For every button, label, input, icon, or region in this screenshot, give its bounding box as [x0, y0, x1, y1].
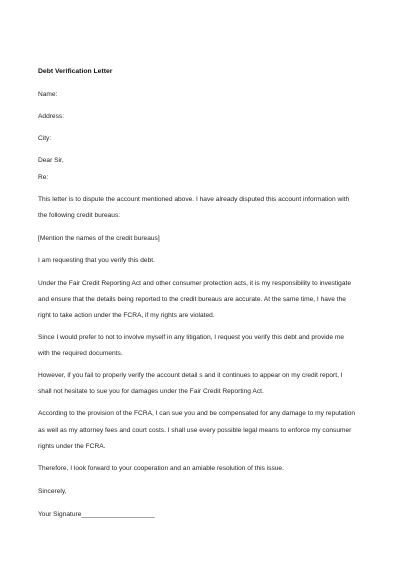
- paragraph-6-line-2: as well as my attorney fees and court costs. I shall use every possible legal means to enforce my consumer: [38, 427, 352, 434]
- salutation: Dear Sir,: [38, 157, 64, 164]
- paragraph-3-line-3: right to take action under the FCRA, if my rights are violated.: [38, 312, 215, 319]
- paragraph-4-line-2: with the required documents.: [38, 350, 123, 357]
- letter-title: Debt Verification Letter: [38, 68, 113, 75]
- paragraph-3-line-1: Under the Fair Credit Reporting Act and other consumer protection acts, it is my responsibility to investigate: [38, 280, 351, 287]
- closing: Sincerely,: [38, 488, 67, 495]
- address-label: Address:: [38, 113, 65, 120]
- paragraph-6-line-1: According to the provision of the FCRA, I can sue you and be compensated for any damage to my reputation: [38, 410, 356, 417]
- paragraph-1-line-2: the following credit bureaus:: [38, 212, 121, 219]
- paragraph-3-line-2: and ensure that the details being reported to the credit bureaus are accurate. At the same time, I have the: [38, 296, 346, 303]
- paragraph-7: Therefore, I look forward to your cooperation and an amiable resolution of this issue.: [38, 465, 284, 472]
- re-label: Re:: [38, 174, 49, 181]
- signature-line: Your Signature____________________: [38, 511, 155, 518]
- paragraph-5-line-1: However, if you fail to properly verify the account detail s and it continues to appear on my credit report, I: [38, 372, 343, 379]
- paragraph-2: I am requesting that you verify this debt.: [38, 257, 155, 264]
- paragraph-6-line-3: rights under the FCRA.: [38, 443, 106, 450]
- paragraph-5-line-2: shall not hesitate to sue you for damages under the Fair Credit Reporting Act.: [38, 388, 264, 395]
- name-label: Name:: [38, 91, 58, 98]
- city-label: City:: [38, 135, 52, 142]
- paragraph-4-line-1: Since I would prefer to not to involve myself in any litigation, I request you verify this debt and provide me: [38, 334, 345, 341]
- paragraph-1-line-1: This letter is to dispute the account mentioned above. I have already disputed this account information with: [38, 196, 350, 203]
- bureaus-placeholder: [Mention the names of the credit bureaus]: [38, 235, 160, 242]
